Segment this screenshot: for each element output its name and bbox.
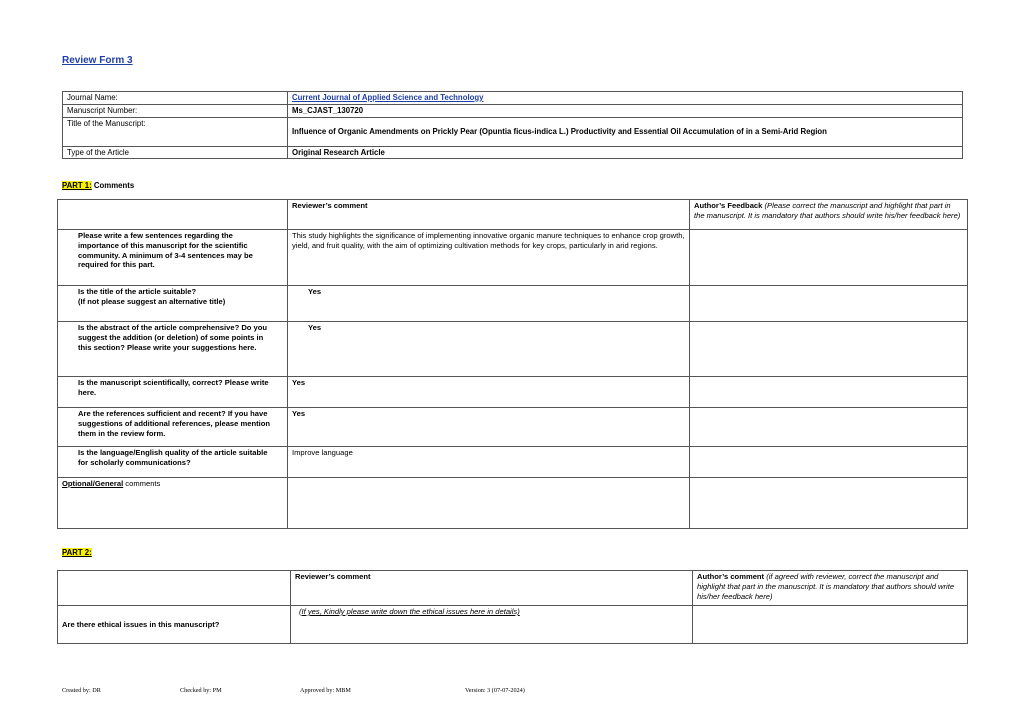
question-references: Are the references sufficient and recent? If you have suggestions of additional references, please mention them in the review form. bbox=[58, 408, 288, 447]
reviewer-comment-references[interactable]: Yes bbox=[288, 408, 690, 447]
table-row bbox=[58, 606, 968, 644]
reviewer-comment-abstract[interactable]: Yes bbox=[288, 322, 690, 377]
manuscript-number-value: Ms_CJAST_130720 bbox=[288, 104, 963, 117]
author-feedback-language[interactable] bbox=[690, 447, 968, 478]
part1-header-empty bbox=[58, 200, 288, 230]
part2-header-row bbox=[58, 571, 968, 606]
part1-header-author-italic: (Please correct the manuscript and highlight that part in the manuscript. It is mandatory that authors should write his/her feedback here) bbox=[694, 201, 961, 220]
reviewer-comment-scientific[interactable]: Yes bbox=[288, 377, 690, 408]
question-title: Is the title of the article suitable? (If not please suggest an alternative title) bbox=[58, 286, 288, 322]
part1-heading-rest: Comments bbox=[91, 181, 135, 190]
type-label: Type of the Article bbox=[63, 146, 288, 159]
part1-table bbox=[57, 199, 968, 529]
title-label: Title of the Manuscript: bbox=[63, 117, 288, 146]
optional-label-bold: Optional/General bbox=[62, 479, 124, 488]
footer-approved: Approved by: MBM bbox=[300, 687, 351, 694]
part2-header-reviewer: Reviewer’s comment bbox=[291, 571, 693, 606]
footer-created: Created by: DR bbox=[62, 687, 101, 694]
part2-table bbox=[57, 570, 968, 644]
reviewer-comment-language[interactable]: Improve language bbox=[288, 447, 690, 478]
table-row bbox=[58, 377, 968, 408]
form-title: Review Form 3 bbox=[62, 55, 133, 66]
table-row bbox=[58, 408, 968, 447]
part2-header-empty bbox=[58, 571, 291, 606]
author-feedback-title[interactable] bbox=[690, 286, 968, 322]
footer-version: Version: 3 (07-07-2024) bbox=[465, 687, 525, 694]
manuscript-number-row bbox=[63, 104, 963, 117]
author-feedback-scientific[interactable] bbox=[690, 377, 968, 408]
type-value: Original Research Article bbox=[288, 146, 963, 159]
part1-heading bbox=[62, 181, 134, 190]
part2-heading bbox=[62, 548, 92, 557]
journal-label: Journal Name: bbox=[63, 92, 288, 105]
journal-link[interactable]: Current Journal of Applied Science and Technology bbox=[292, 93, 484, 102]
manuscript-info-table bbox=[62, 91, 963, 159]
ethical-hint[interactable]: (If yes, Kindly please write down the ethical issues here in details) bbox=[291, 606, 693, 644]
author-comment-ethical[interactable] bbox=[693, 606, 968, 644]
reviewer-comment-importance[interactable]: This study highlights the significance of implementing innovative organic manure techniques to enhance crop growth, yield, and fruit quality, with the aim of optimizing cultivation methods for key crops, particularly in arid regions. bbox=[288, 230, 690, 286]
part1-header-author-bold: Author’s Feedback bbox=[694, 201, 763, 210]
question-scientific: Is the manuscript scientifically, correct? Please write here. bbox=[58, 377, 288, 408]
part2-heading-label: PART 2: bbox=[62, 548, 92, 557]
type-row bbox=[63, 146, 963, 159]
question-importance: Please write a few sentences regarding the importance of this manuscript for the scientific community. A minimum of 3-4 sentences may be required for this part. bbox=[58, 230, 288, 286]
part1-header-author bbox=[690, 200, 968, 230]
title-value: Influence of Organic Amendments on Prickly Pear (Opuntia ficus-indica L.) Productivity and Essential Oil Accumulation of in a Semi-Arid Region bbox=[288, 117, 963, 146]
table-row bbox=[58, 322, 968, 377]
part1-header-row bbox=[58, 200, 968, 230]
footer-checked: Checked by: PM bbox=[180, 687, 222, 694]
optional-comments-label bbox=[58, 478, 288, 529]
journal-row bbox=[63, 92, 963, 105]
part2-header-author bbox=[693, 571, 968, 606]
author-feedback-references[interactable] bbox=[690, 408, 968, 447]
manuscript-number-label: Manuscript Number: bbox=[63, 104, 288, 117]
table-row bbox=[58, 478, 968, 529]
author-feedback-importance[interactable] bbox=[690, 230, 968, 286]
author-feedback-abstract[interactable] bbox=[690, 322, 968, 377]
question-language: Is the language/English quality of the article suitable for scholarly communications? bbox=[58, 447, 288, 478]
part2-header-author-italic: (if agreed with reviewer, correct the manuscript and highlight that part in the manuscript. It is mandatory that authors should write his/her feedback here) bbox=[697, 572, 955, 601]
table-row bbox=[58, 230, 968, 286]
question-abstract: Is the abstract of the article comprehensive? Do you suggest the addition (or deletion) of some points in this section? Please write your suggestions here. bbox=[58, 322, 288, 377]
author-feedback-optional[interactable] bbox=[690, 478, 968, 529]
reviewer-comment-title[interactable]: Yes bbox=[288, 286, 690, 322]
table-row bbox=[58, 447, 968, 478]
part2-header-author-bold: Author’s comment bbox=[697, 572, 765, 581]
optional-label-rest: comments bbox=[123, 479, 161, 488]
reviewer-comment-optional[interactable] bbox=[288, 478, 690, 529]
ethical-question: Are there ethical issues in this manuscript? bbox=[58, 606, 291, 644]
part1-header-reviewer: Reviewer’s comment bbox=[288, 200, 690, 230]
table-row bbox=[58, 286, 968, 322]
part1-heading-label: PART 1: bbox=[62, 181, 92, 190]
title-row bbox=[63, 117, 963, 146]
